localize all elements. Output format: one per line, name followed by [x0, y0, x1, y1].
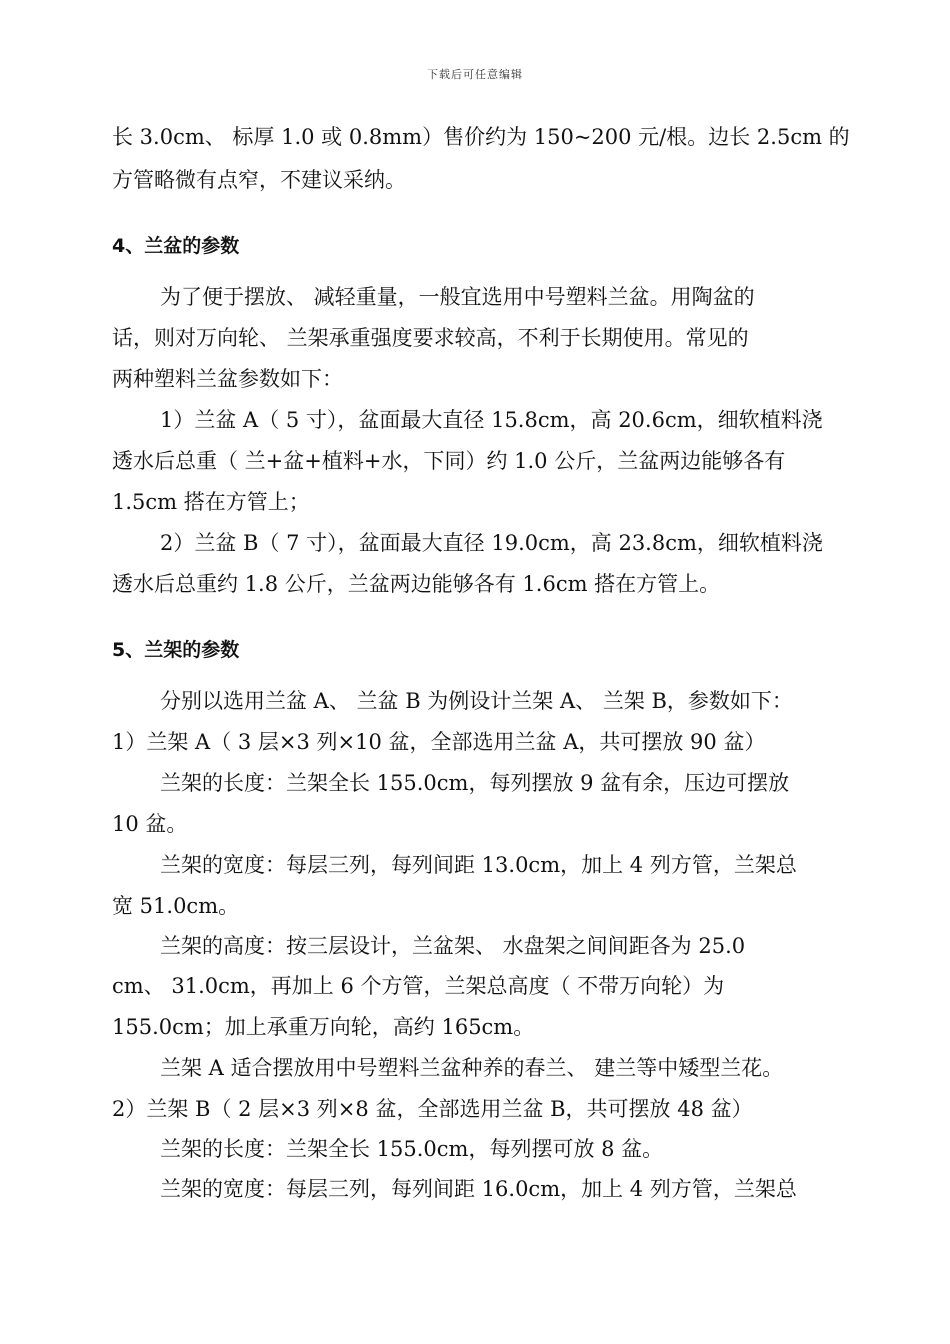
paragraph-line: 兰架的长度：兰架全长 155.0cm，每列摆可放 8 盆。 [160, 1137, 664, 1161]
paragraph-line: 兰架的高度：按三层设计，兰盆架、 水盘架之间间距各为 25.0 [160, 934, 746, 958]
paragraph-line: 透水后总重约 1.8 公斤，兰盆两边能够各有 1.6cm 搭在方管上。 [112, 572, 721, 596]
paragraph-line: 155.0cm；加上承重万向轮，高约 165cm。 [112, 1015, 535, 1039]
paragraph-line: 1）兰盆 A（ 5 寸），盆面最大直径 15.8cm，高 20.6cm，细软植料浇 [160, 408, 823, 432]
paragraph-line: 兰架的宽度：每层三列，每列间距 13.0cm，加上 4 列方管，兰架总 [160, 853, 797, 877]
paragraph-line: 为了便于摆放、 减轻重量，一般宜选用中号塑料兰盆。用陶盆的 [160, 285, 755, 309]
paragraph-line: 1）兰架 A（ 3 层×3 列×10 盆，全部选用兰盆 A，共可摆放 90 盆） [112, 730, 766, 754]
paragraph-line: 方管略微有点窄，不建议采纳。 [112, 168, 406, 192]
paragraph-line: 分别以选用兰盆 A、 兰盆 B 为例设计兰架 A、 兰架 B，参数如下： [160, 689, 793, 713]
paragraph-line: 兰架的长度：兰架全长 155.0cm，每列摆放 9 盆有余，压边可摆放 [160, 771, 790, 795]
paragraph-line: 10 盆。 [112, 812, 188, 836]
paragraph-line: 宽 51.0cm。 [112, 894, 240, 918]
section-heading: 4、兰盆的参数 [112, 235, 240, 257]
paragraph-line: 话，则对万向轮、 兰架承重强度要求较高，不利于长期使用。常见的 [112, 326, 749, 350]
page-header: 下载后可任意编辑 [427, 68, 523, 81]
paragraph-line: 2）兰架 B（ 2 层×3 列×8 盆，全部选用兰盆 B，共可摆放 48 盆） [112, 1097, 753, 1121]
paragraph-line: 兰架的宽度：每层三列，每列间距 16.0cm，加上 4 列方管，兰架总 [160, 1177, 797, 1201]
section-heading: 5、兰架的参数 [112, 639, 240, 661]
paragraph-line: 两种塑料兰盆参数如下： [112, 367, 343, 391]
paragraph-line: 长 3.0cm、 标厚 1.0 或 0.8mm）售价约为 150~200 元/根。边长 2.5cm 的 [112, 125, 850, 149]
paragraph-line: cm、 31.0cm，再加上 6 个方管，兰架总高度（ 不带万向轮）为 [112, 974, 725, 998]
paragraph-line: 2）兰盆 B（ 7 寸），盆面最大直径 19.0cm，高 23.8cm，细软植料浇 [160, 531, 823, 555]
paragraph-line: 1.5cm 搭在方管上； [112, 490, 310, 514]
paragraph-line: 兰架 A 适合摆放用中号塑料兰盆种养的春兰、 建兰等中矮型兰花。 [160, 1056, 784, 1080]
paragraph-line: 透水后总重（ 兰+盆+植料+水，下同）约 1.0 公斤，兰盆两边能够各有 [112, 449, 786, 473]
